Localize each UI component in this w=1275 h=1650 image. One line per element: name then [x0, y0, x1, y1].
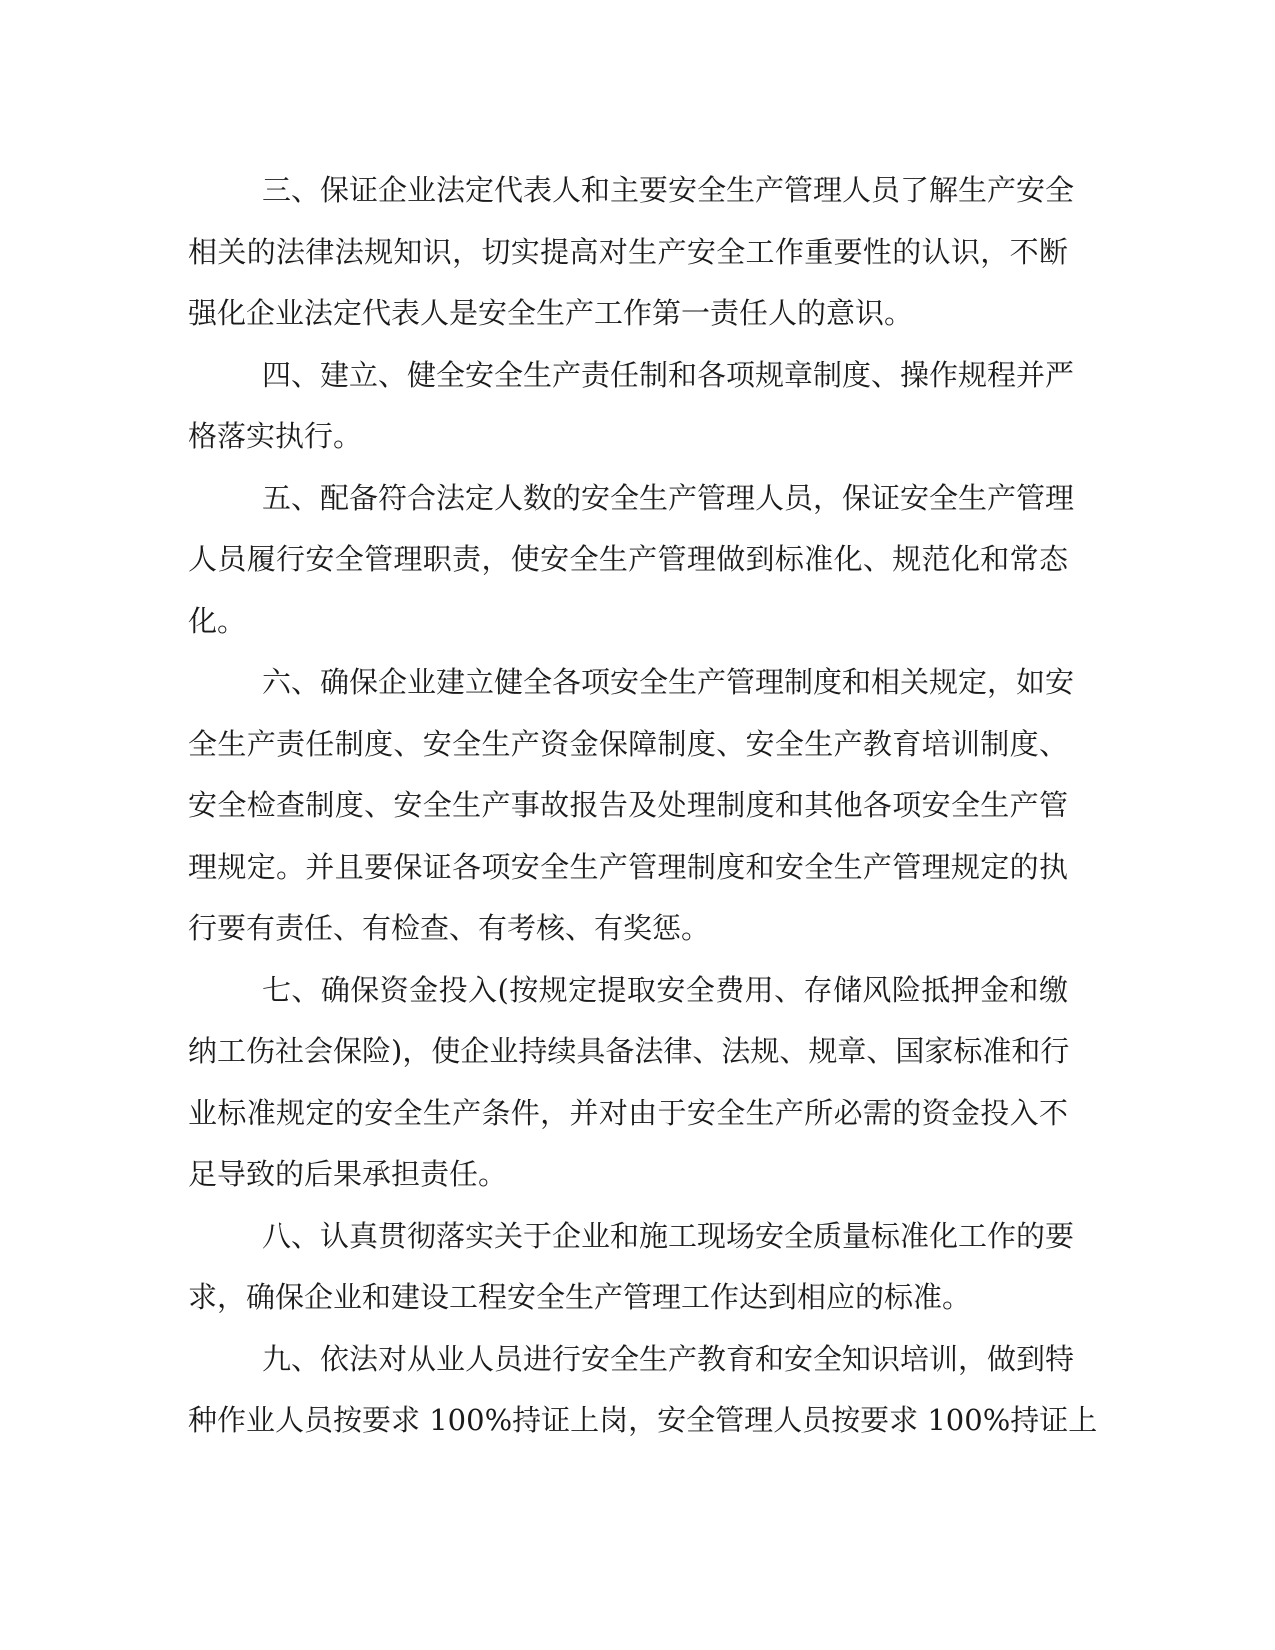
paragraph-line: 九、依法对从业人员进行安全生产教育和安全知识培训，做到特: [262, 1341, 1075, 1376]
paragraph-line: 六、确保企业建立健全各项安全生产管理制度和相关规定，如安: [262, 665, 1075, 699]
paragraph-4: [188, 345, 1075, 468]
paragraph-line: 五、配备符合法定人数的安全生产管理人员，保证安全生产管理: [262, 480, 1075, 515]
paragraph-line: 纳工伤社会保险)，使企业持续具备法律、法规、规章、国家标准和行: [188, 1034, 1070, 1068]
paragraph-line: 七、确保资金投入(按规定提取安全费用、存储风险抵押金和缴: [262, 972, 1068, 1007]
paragraph-line: 三、保证企业法定代表人和主要安全生产管理人员了解生产安全: [262, 173, 1075, 207]
paragraph-9: [188, 1329, 1098, 1452]
paragraph-line: 八、认真贯彻落实关于企业和施工现场安全质量标准化工作的要: [262, 1218, 1075, 1253]
paragraph-line: 种作业人员按要求 100%持证上岗，安全管理人员按要求 100%持证上: [188, 1403, 1098, 1437]
paragraph-8: [188, 1206, 1075, 1329]
paragraph-line: 足导致的后果承担责任。: [188, 1157, 508, 1191]
paragraph-line: 四、建立、健全安全生产责任制和各项规章制度、操作规程并严: [262, 357, 1075, 392]
paragraph-line: 求，确保企业和建设工程安全生产管理工作达到相应的标准。: [188, 1280, 972, 1314]
paragraph-line: 相关的法律法规知识，切实提高对生产安全工作重要性的认识，不断: [188, 234, 1068, 269]
paragraph-line: 格落实执行。: [188, 419, 363, 453]
paragraph-line: 全生产责任制度、安全生产资金保障制度、安全生产教育培训制度、: [188, 726, 1068, 761]
paragraph-line: 人员履行安全管理职责，使安全生产管理做到标准化、规范化和常态: [188, 542, 1068, 576]
paragraph-line: 行要有责任、有检查、有考核、有奖惩。: [188, 911, 711, 945]
paragraph-line: 化。: [188, 603, 247, 638]
paragraph-line: 安全检查制度、安全生产事故报告及处理制度和其他各项安全生产管: [188, 788, 1068, 822]
paragraph-3: [188, 160, 1075, 345]
paragraph-line: 理规定。并且要保证各项安全生产管理制度和安全生产管理规定的执: [188, 849, 1068, 884]
paragraph-line: 业标准规定的安全生产条件，并对由于安全生产所必需的资金投入不: [188, 1095, 1068, 1130]
paragraph-6: [188, 652, 1075, 960]
paragraph-line: 强化企业法定代表人是安全生产工作第一责任人的意识。: [188, 296, 914, 330]
document-body: [188, 160, 1098, 1452]
paragraph-7: [188, 960, 1068, 1206]
paragraph-5: [188, 468, 1075, 653]
